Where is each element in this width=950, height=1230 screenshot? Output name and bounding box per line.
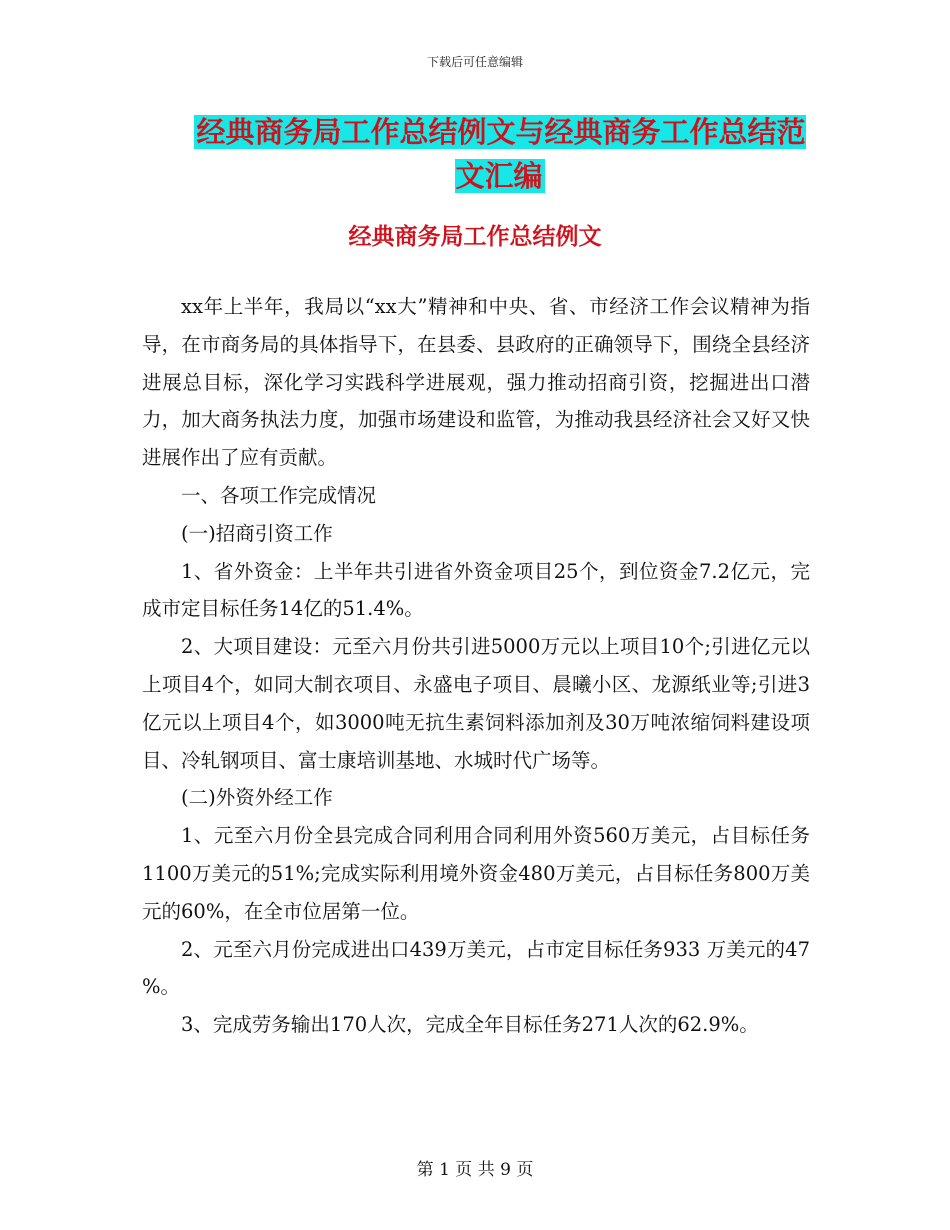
paragraph-import-export: 2、元至六月份完成进出口439万美元，占市定目标任务933 万美元的47 %。 [142, 937, 810, 999]
paragraph-foreign-capital: 1、元至六月份全县完成合同利用合同利用外资560万美元，占目标任务1100万美元的51%;完成实际利用境外资金480万美元，占目标任务800万美元的60%，在全市位居第一位。 [142, 824, 810, 923]
paragraph-major-projects: 2、大项目建设：元至六月份共引进5000万元以上项目10个;引进亿元以上项目4个，如同大制衣项目、永盛电子项目、晨曦小区、龙源纸业等;引进3亿元以上项目4个，如3000吨无抗生素饲料添加剂及30万吨浓缩饲料建设项目、冷轧钢项目、富士康培训基地、水城时代广场等。 [142, 635, 810, 772]
paragraph-intro: xx年上半年，我局以“xx大”精神和中央、省、市经济工作会议精神为指导，在市商务局的具体指导下，在县委、县政府的正确领导下，围绕全县经济进展总目标，深化学习实践科学进展观，强力推动招商引资，挖掘进出口潜力，加大商务执法力度，加强市场建设和监管，为推动我县经济社会又好又快进展作出了应有贡献。 [142, 295, 810, 470]
paragraph-labor-export: 3、完成劳务输出170人次，完成全年目标任务271人次的62.9%。 [181, 1013, 759, 1037]
heading-work-completion: 一、各项工作完成情况 [181, 483, 377, 507]
main-title-text: 经典商务局工作总结例文与经典商务工作总结范文汇编 [196, 115, 806, 193]
paragraph-external-funds: 1、省外资金：上半年共引进省外资金项目25个，到位资金7.2亿元，完成市定目标任务14亿的51.4%。 [142, 559, 810, 621]
heading-investment: (一)招商引资工作 [181, 521, 333, 545]
heading-foreign-investment: (二)外资外经工作 [181, 786, 333, 810]
section-title: 经典商务局工作总结例文 [348, 224, 602, 250]
header-note: 下载后可任意编辑 [426, 55, 523, 69]
main-title [190, 110, 810, 198]
body-text [142, 288, 810, 1044]
page-footer: 第 1 页 共 9 页 [416, 1160, 534, 1180]
